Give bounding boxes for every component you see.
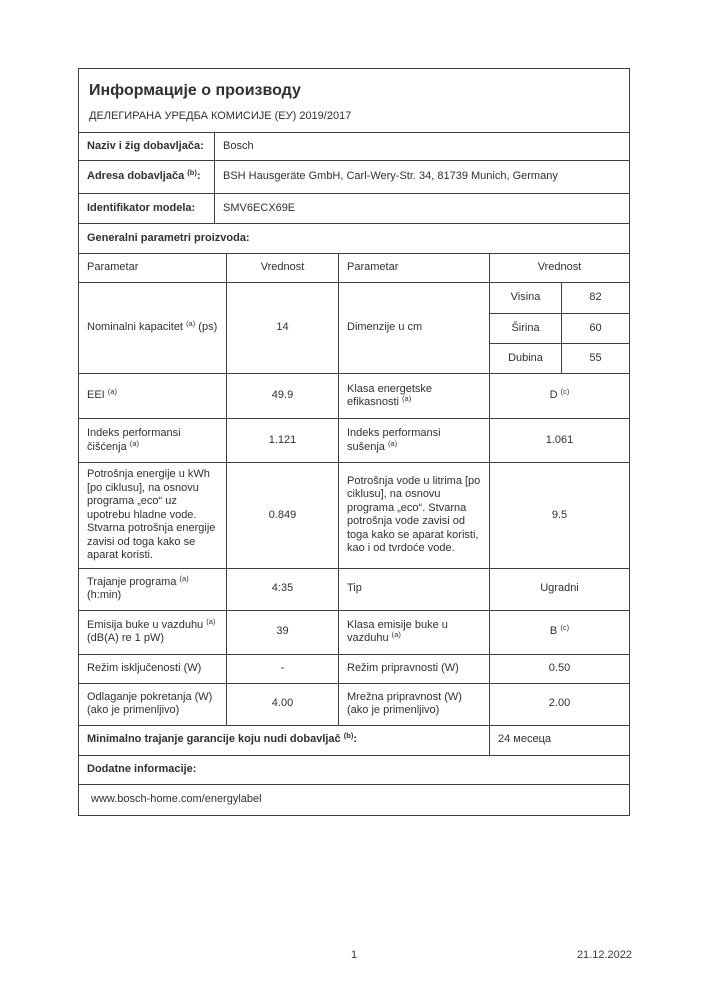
supplier-address-value-text: BSH Hausgeräte GmbH, Carl-Wery-Str. 34, 81739 Munich, Germany: [223, 170, 558, 183]
header-parameter-2-text: Parametar: [347, 261, 399, 274]
supplier-address-label-colon: :: [196, 170, 201, 183]
footnote-a-marker: (a): [129, 438, 139, 448]
noise-label-cell: [79, 611, 226, 654]
model-identifier-label-text: Identifikator modela:: [87, 201, 196, 214]
dimension-depth-label: Dubina: [508, 351, 543, 364]
dimension-height-value: 82: [561, 283, 629, 313]
additional-info-section-text: Dodatne informacije:: [87, 762, 197, 775]
type-value-text: Ugradni: [540, 582, 579, 595]
guarantee-label-cell: [79, 726, 489, 755]
delay-start-label-cell: [79, 684, 226, 725]
header-parameter-1: [79, 254, 226, 282]
website-row: [79, 784, 629, 815]
dimensions-label-cell: [338, 283, 489, 373]
energy-class-value-cell: [489, 374, 629, 418]
general-parameters-section-row: [79, 223, 629, 253]
header-value-1-text: Vrednost: [260, 261, 305, 274]
capacity-label-cell: [79, 283, 226, 373]
supplier-name-row: [79, 132, 629, 160]
supplier-name-label-text: Naziv i žig dobavljača:: [87, 139, 204, 152]
networked-standby-value-text: 2.00: [548, 697, 571, 710]
delay-start-value-text: 4.00: [271, 697, 294, 710]
header-value-2-text: Vrednost: [537, 261, 582, 274]
supplier-address-label: [79, 161, 214, 193]
type-label-text: Tip: [347, 582, 362, 595]
capacity-label-text: Nominalni kapacitet: [87, 321, 187, 334]
dimensions-value-cell: [489, 283, 629, 373]
dimension-row-width: [490, 313, 629, 343]
cleaning-index-label-text: Indeks performansi čišćenja: [87, 427, 181, 453]
off-mode-label-text: Režim isključenosti (W): [87, 661, 202, 674]
model-identifier-row: [79, 193, 629, 223]
header-value-1: [226, 254, 338, 282]
noise-label-text: Emisija buke u vazduhu: [87, 618, 207, 631]
noise-label-unit: (dB(A) re 1 pW): [87, 632, 165, 644]
footnote-a-marker: (a): [402, 394, 412, 403]
dimension-height-label: Visina: [510, 291, 541, 304]
energy-consumption-label-text: Potrošnja energije u kWh [po ciklusu], na osnovu programa „eco“ uz upotrebu hladne vode. Stvarna potrošnja energije zavisi od toga kako se aparat koristi.: [87, 468, 216, 561]
dimension-row-height: [490, 283, 629, 313]
drying-index-value-cell: [489, 419, 629, 462]
duration-type-row: [79, 568, 629, 610]
footnote-c-marker: (c): [560, 387, 570, 397]
eei-value-cell: [226, 374, 338, 418]
eei-label-cell: [79, 374, 226, 418]
footnote-b-marker: (b): [343, 731, 354, 741]
water-consumption-label-text: Potrošnja vode u litrima [po ciklusu], na osnovu programa „eco“. Stvarna potrošnja vode zavisi od toga kako se aparat koristi, kao i od tvrdoće vode.: [347, 474, 481, 555]
type-label-cell: [338, 569, 489, 610]
noise-class-value-cell: [489, 611, 629, 654]
off-standby-row: [79, 654, 629, 683]
dimension-row-depth: [490, 343, 629, 373]
duration-label-unit: (h:min): [87, 589, 122, 601]
page-title: Информације о производу: [89, 82, 301, 99]
delay-start-label-text: Odlaganje pokretanja (W) (ako je primenljivo): [87, 690, 213, 716]
dimension-depth-value: 55: [561, 344, 629, 373]
delay-start-value-cell: [226, 684, 338, 725]
water-consumption-value-text: 9.5: [551, 508, 568, 521]
model-identifier-value-text: SMV6ECX69E: [223, 201, 296, 214]
consumption-row: [79, 462, 629, 568]
standby-label-cell: [338, 655, 489, 683]
cleaning-index-value-text: 1.121: [268, 433, 297, 446]
supplier-name-value-text: Bosch: [223, 139, 254, 152]
guarantee-value-cell: [489, 726, 629, 755]
additional-info-section-title: [79, 756, 629, 784]
noise-class-label-cell: [338, 611, 489, 654]
regulation-subtitle: ДЕЛЕГИРАНА УРЕДБА КОМИСИЈЕ (ЕУ) 2019/2017: [89, 110, 352, 122]
guarantee-row: [79, 725, 629, 755]
type-value-cell: [489, 569, 629, 610]
website-link-text: www.bosch-home.com/energylabel: [91, 792, 262, 805]
supplier-name-value: [214, 133, 629, 160]
drying-index-value-text: 1.061: [545, 433, 574, 446]
energy-consumption-label-cell: [79, 463, 226, 568]
duration-value-text: 4:35: [271, 582, 294, 595]
off-mode-value-text: -: [280, 661, 285, 674]
cleaning-index-value-cell: [226, 419, 338, 462]
general-parameters-section-title: [79, 224, 629, 253]
footnote-b-marker: (b): [187, 168, 197, 178]
website-cell: [79, 785, 629, 815]
noise-class-value-text: B: [549, 625, 561, 638]
energy-consumption-value-cell: [226, 463, 338, 568]
standby-value-cell: [489, 655, 629, 683]
title-row: [79, 69, 629, 103]
eei-energy-class-row: [79, 373, 629, 418]
header-value-2: [489, 254, 629, 282]
duration-label-text: Trajanje programa: [87, 575, 180, 588]
noise-value-cell: [226, 611, 338, 654]
drying-index-label-cell: [338, 419, 489, 462]
page-number: 1: [350, 949, 358, 961]
footnote-a-marker: (a): [391, 630, 401, 639]
eei-label-text: EEI: [87, 389, 108, 402]
capacity-dimensions-row: [79, 282, 629, 373]
eei-value-text: 49.9: [271, 389, 294, 402]
energy-class-value-text: D: [549, 389, 561, 402]
guarantee-label-colon: :: [353, 733, 357, 746]
noise-class-label-text: Klasa emisije buke u vazduhu: [347, 618, 448, 644]
model-identifier-label: [79, 194, 214, 223]
footnote-a-marker: (a): [107, 387, 117, 397]
standby-label-text: Režim pripravnosti (W): [347, 661, 459, 674]
energy-class-label-text: Klasa energetske efikasnosti: [347, 382, 432, 408]
energy-consumption-value-text: 0.849: [268, 508, 297, 521]
footer-date: 21.12.2022: [576, 949, 632, 961]
noise-value-text: 39: [276, 625, 289, 638]
table-header-row: [79, 253, 629, 282]
dimensions-label-text: Dimenzije u cm: [347, 321, 423, 334]
supplier-address-row: [79, 160, 629, 193]
footnote-a-marker: (a): [179, 573, 189, 583]
dimension-width-label: Širina: [511, 321, 540, 334]
noise-row: [79, 610, 629, 654]
networked-standby-label-cell: [338, 684, 489, 725]
standby-value-text: 0.50: [548, 661, 571, 674]
footnote-a-marker: (a): [206, 616, 216, 626]
model-identifier-value: [214, 194, 629, 223]
additional-info-section-row: [79, 755, 629, 784]
supplier-address-label-text: Adresa dobavljača: [87, 170, 188, 183]
networked-standby-label-text: Mrežna pripravnost (W) (ako je primenljivo): [347, 690, 462, 716]
water-consumption-value-cell: [489, 463, 629, 568]
off-mode-value-cell: [226, 655, 338, 683]
header-parameter-1-text: Parametar: [87, 261, 139, 274]
networked-standby-value-cell: [489, 684, 629, 725]
duration-label-cell: [79, 569, 226, 610]
footnote-a-marker: (a): [186, 319, 196, 329]
guarantee-label-text: Minimalno trajanje garancije koju nudi dobavljač: [87, 733, 344, 746]
delay-network-row: [79, 683, 629, 725]
duration-value-cell: [226, 569, 338, 610]
capacity-label-unit: (ps): [195, 321, 218, 334]
dimension-width-value: 60: [561, 314, 629, 343]
supplier-address-value: [214, 161, 629, 193]
water-consumption-label-cell: [338, 463, 489, 568]
header-parameter-2: [338, 254, 489, 282]
off-mode-label-cell: [79, 655, 226, 683]
product-information-sheet: [78, 68, 630, 816]
energy-class-label-cell: [338, 374, 489, 418]
footnote-c-marker: (c): [560, 623, 570, 633]
footnote-a-marker: (a): [387, 438, 398, 448]
cleaning-index-label-cell: [79, 419, 226, 462]
drying-index-label-text: Indeks performansi sušenja: [347, 427, 441, 453]
capacity-value-cell: [226, 283, 338, 373]
supplier-name-label: [79, 133, 214, 160]
capacity-value-text: 14: [276, 321, 289, 334]
general-parameters-section-text: Generalni parametri proizvoda:: [87, 231, 250, 244]
performance-index-row: [79, 418, 629, 462]
guarantee-value-text: 24 месеца: [498, 733, 552, 746]
